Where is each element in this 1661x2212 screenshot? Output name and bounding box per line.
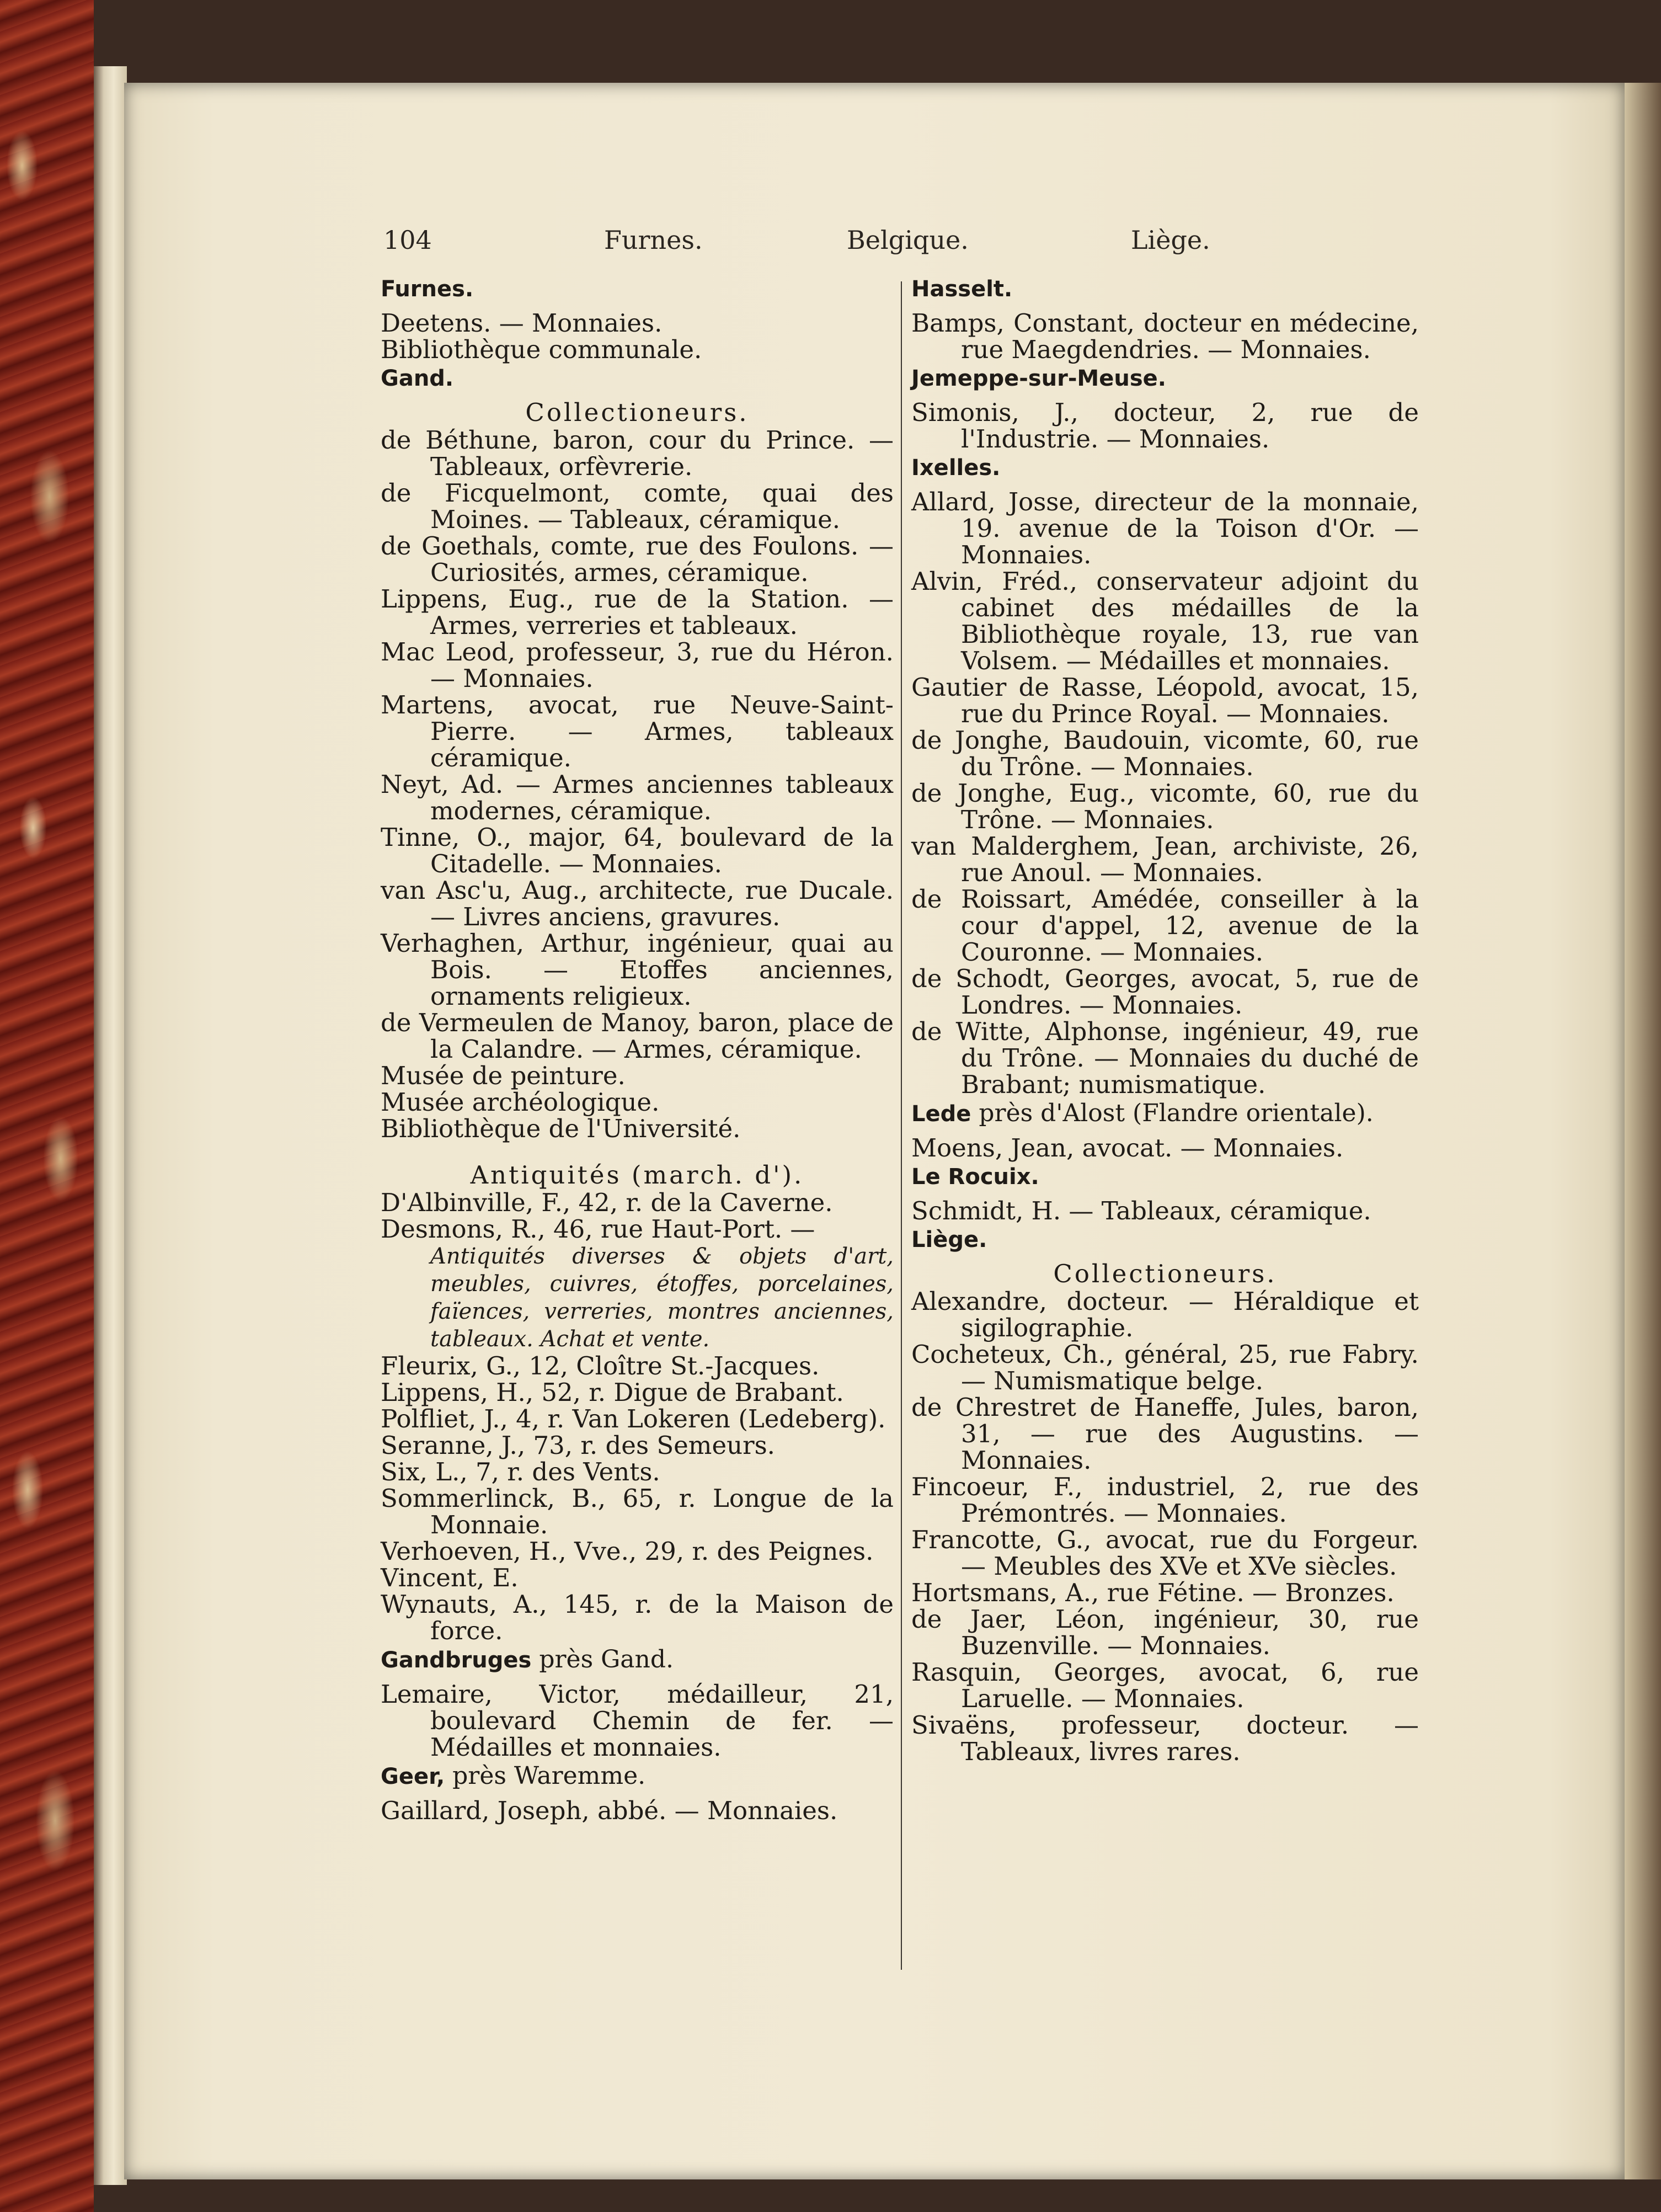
place-section <box>911 1100 1419 1161</box>
place-heading <box>911 1164 1419 1190</box>
header-right: Liège. <box>1131 225 1210 255</box>
directory-entry: van Malderghem, Jean, archiviste, 26, rue Anoul. — Monnaies. <box>911 832 1419 887</box>
entry-description: Antiquités diverses & objets d'art, meubles, cuivres, étoffes, porcelaines, faïences, verreries, montres anciennes, tableaux. Achat et vente. <box>430 1244 894 1352</box>
place-heading <box>911 276 1419 302</box>
directory-entry: de Jonghe, Baudouin, vicomte, 60, rue du Trône. — Monnaies. <box>911 726 1419 781</box>
running-header <box>383 225 1210 258</box>
directory-entry: de Goethals, comte, rue des Foulons. — Curiosités, armes, céramique. <box>381 531 894 587</box>
directory-entry: Fleurix, G., 12, Cloître St.-Jacques. <box>381 1351 820 1380</box>
directory-entry: Sommerlinck, B., 65, r. Longue de la Monnaie. <box>381 1484 894 1539</box>
directory-entry: de Jonghe, Eug., vicomte, 60, rue du Trône. — Monnaies. <box>911 779 1419 834</box>
category-heading: Collectioneurs. <box>1053 1259 1277 1288</box>
directory-entry: de Roissart, Amédée, conseiller à la cour d'appel, 12, avenue de la Couronne. — Monnaies. <box>911 884 1419 967</box>
page-edges <box>94 66 127 2185</box>
place-heading <box>381 365 894 392</box>
place-heading <box>381 1763 894 1790</box>
directory-entry: Neyt, Ad. — Armes anciennes tableaux modernes, céramique. <box>381 770 894 825</box>
directory-entry: Alexandre, docteur. — Héraldique et sigilographie. <box>911 1287 1419 1342</box>
directory-entry: Allard, Josse, directeur de la monnaie, 19. avenue de la Toison d'Or. — Monnaies. <box>911 487 1419 569</box>
place-section <box>381 1646 894 1761</box>
directory-entry: de Jaer, Léon, ingénieur, 30, rue Buzenville. — Monnaies. <box>911 1605 1419 1660</box>
directory-entry: Schmidt, H. — Tableaux, céramique. <box>911 1196 1371 1225</box>
directory-entry: Lemaire, Victor, médailleur, 21, boulevard Chemin de fer. — Médailles et monnaies. <box>381 1680 894 1762</box>
place-section <box>381 276 894 363</box>
place-name: Gandbruges <box>381 1648 532 1673</box>
directory-entry: Moens, Jean, avocat. — Monnaies. <box>911 1133 1344 1163</box>
place-section <box>381 1763 894 1824</box>
directory-entry: Vincent, E. <box>381 1563 519 1592</box>
left-column <box>381 276 894 1826</box>
directory-entry: Desmons, R., 46, rue Haut-Port. — <box>381 1214 815 1244</box>
place-heading <box>911 365 1419 392</box>
directory-entry: Bibliothèque communale. <box>381 335 702 364</box>
directory-entry: de Béthune, baron, cour du Prince. — Tableaux, orfèvrerie. <box>381 425 894 481</box>
directory-entry: Hortsmans, A., rue Fétine. — Bronzes. <box>911 1578 1395 1607</box>
place-qualifier: près d'Alost (Flandre orientale). <box>971 1099 1374 1127</box>
directory-entry: Cocheteux, Ch., général, 25, rue Fabry. — Numismatique belge. <box>911 1340 1419 1395</box>
directory-entry: Musée de peinture. <box>381 1061 626 1090</box>
header-left: Furnes. <box>604 225 703 255</box>
place-section <box>911 1164 1419 1224</box>
directory-entry: Tinne, O., major, 64, boulevard de la Citadelle. — Monnaies. <box>381 823 894 878</box>
directory-entry: Alvin, Fréd., conservateur adjoint du cabinet des médailles de la Bibliothèque royale, 13, rue van Volsem. — Médailles et monnaies. <box>911 567 1419 675</box>
place-name: Jemeppe-sur-Meuse. <box>911 366 1166 391</box>
column-divider <box>901 281 902 1970</box>
place-section <box>381 365 894 1644</box>
directory-entry: Verhoeven, H., Vve., 29, r. des Peignes. <box>381 1537 874 1566</box>
facing-page-edge <box>1625 83 1661 2179</box>
place-name: Liège. <box>911 1227 987 1252</box>
directory-entry: Bibliothèque de l'Université. <box>381 1114 741 1143</box>
right-column <box>911 276 1419 1767</box>
place-name: Geer, <box>381 1764 445 1789</box>
place-heading <box>381 1646 894 1673</box>
directory-entry: Rasquin, Georges, avocat, 6, rue Laruelle. — Monnaies. <box>911 1657 1419 1713</box>
directory-entry: Musée archéologique. <box>381 1088 660 1117</box>
directory-entry: Gautier de Rasse, Léopold, avocat, 15, rue du Prince Royal. — Monnaies. <box>911 673 1419 728</box>
place-section <box>911 276 1419 363</box>
place-heading <box>911 1227 1419 1253</box>
directory-entry: Lippens, H., 52, r. Digue de Brabant. <box>381 1378 844 1407</box>
header-center: Belgique. <box>847 225 969 255</box>
place-qualifier: près Gand. <box>531 1645 674 1673</box>
marbled-binding <box>0 0 94 2212</box>
directory-entry: Six, L., 7, r. des Vents. <box>381 1457 660 1486</box>
place-name: Gand. <box>381 366 454 391</box>
place-section <box>911 1227 1419 1765</box>
category-heading: Collectioneurs. <box>525 398 749 427</box>
place-name: Furnes. <box>381 276 474 302</box>
place-name: Hasselt. <box>911 276 1013 302</box>
directory-entry: Gaillard, Joseph, abbé. — Monnaies. <box>381 1796 838 1825</box>
directory-entry: Verhaghen, Arthur, ingénieur, quai au Bois. — Etoffes anciennes, ornaments religieux. <box>381 929 894 1011</box>
place-heading <box>911 1100 1419 1127</box>
directory-entry: Deetens. — Monnaies. <box>381 308 663 338</box>
directory-entry: Francotte, G., avocat, rue du Forgeur. — Meubles des XVe et XVe siècles. <box>911 1525 1419 1581</box>
directory-entry: Sivaëns, professeur, docteur. — Tableaux, livres rares. <box>911 1710 1419 1766</box>
directory-entry: de Vermeulen de Manoy, baron, place de la Calandre. — Armes, céramique. <box>381 1008 894 1064</box>
directory-entry: de Schodt, Georges, avocat, 5, rue de Londres. — Monnaies. <box>911 964 1419 1020</box>
directory-entry: D'Albinville, F., 42, r. de la Caverne. <box>381 1188 833 1217</box>
directory-entry: Fincoeur, F., industriel, 2, rue des Prémontrés. — Monnaies. <box>911 1472 1419 1528</box>
place-section <box>911 455 1419 1098</box>
directory-entry: Polfliet, J., 4, r. Van Lokeren (Ledeberg). <box>381 1404 886 1433</box>
place-heading <box>911 455 1419 481</box>
place-heading <box>381 276 894 302</box>
directory-entry: Lippens, Eug., rue de la Station. — Armes, verreries et tableaux. <box>381 584 894 640</box>
place-section <box>911 365 1419 452</box>
page-number: 104 <box>383 225 432 255</box>
place-name: Le Rocuix. <box>911 1164 1039 1190</box>
directory-entry: Seranne, J., 73, r. des Semeurs. <box>381 1431 775 1460</box>
directory-entry: van Asc'u, Aug., architecte, rue Ducale. — Livres anciens, gravures. <box>381 876 894 931</box>
directory-entry: Simonis, J., docteur, 2, rue de l'Industrie. — Monnaies. <box>911 398 1419 454</box>
place-qualifier: près Waremme. <box>445 1762 646 1790</box>
directory-entry: de Chrestret de Haneffe, Jules, baron, 31, — rue des Augustins. — Monnaies. <box>911 1393 1419 1475</box>
place-name: Lede <box>911 1101 971 1127</box>
category-heading: Antiquités (march. d'). <box>470 1160 804 1190</box>
place-name: Ixelles. <box>911 455 1001 481</box>
directory-entry: Mac Leod, professeur, 3, rue du Héron. — Monnaies. <box>381 637 894 693</box>
directory-entry: de Witte, Alphonse, ingénieur, 49, rue du Trône. — Monnaies du duché de Brabant; numismatique. <box>911 1017 1419 1099</box>
directory-entry: Martens, avocat, rue Neuve-Saint-Pierre. — Armes, tableaux céramique. <box>381 690 894 772</box>
directory-entry: de Ficquelmont, comte, quai des Moines. — Tableaux, céramique. <box>381 478 894 534</box>
directory-entry: Wynauts, A., 145, r. de la Maison de force. <box>381 1590 894 1645</box>
directory-entry: Bamps, Constant, docteur en médecine, rue Maegdendries. — Monnaies. <box>911 308 1419 364</box>
